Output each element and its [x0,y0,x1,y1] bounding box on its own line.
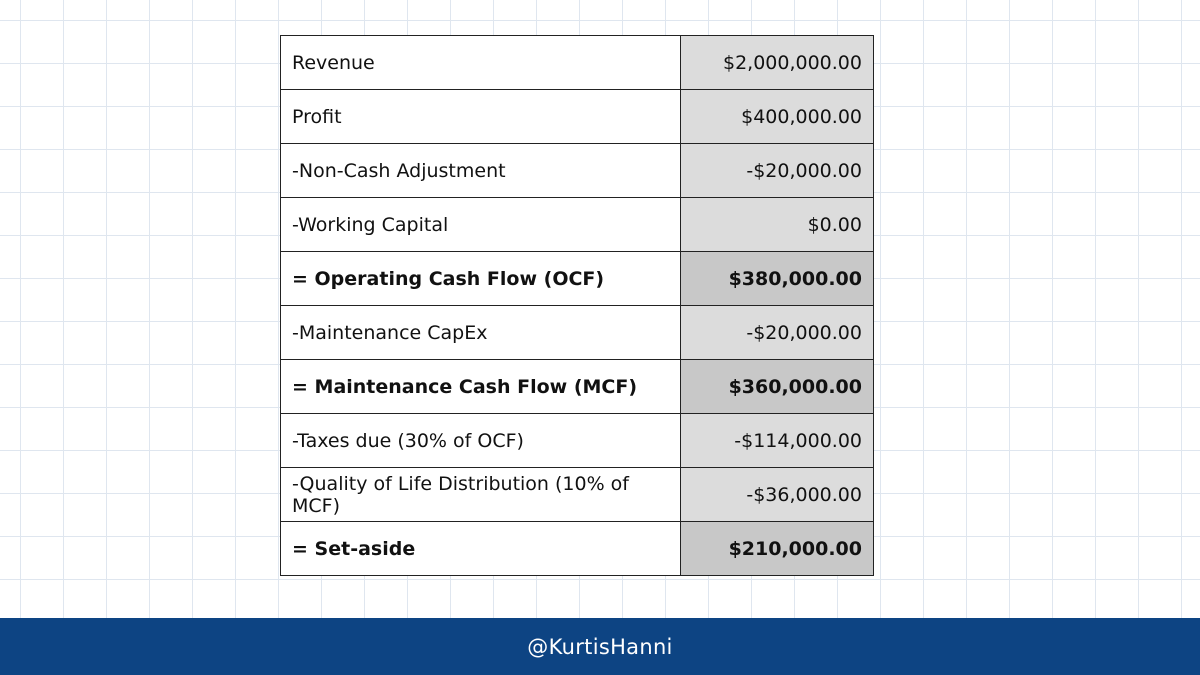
table-row-set-aside [281,522,874,576]
row-label: Profit [281,90,681,144]
footer-bar [0,618,1200,675]
table-row-quality-of-life-distribution [281,468,874,522]
cash-flow-table-body [281,36,874,576]
row-value: $0.00 [681,198,874,252]
author-handle: @KurtisHanni [527,634,673,659]
table-row-taxes-due [281,414,874,468]
row-value: $360,000.00 [681,360,874,414]
row-value: $210,000.00 [681,522,874,576]
row-label: = Set-aside [281,522,681,576]
row-value: -$20,000.00 [681,144,874,198]
row-label: Revenue [281,36,681,90]
row-label: -Non-Cash Adjustment [281,144,681,198]
row-value: -$114,000.00 [681,414,874,468]
row-label: = Operating Cash Flow (OCF) [281,252,681,306]
table-row-revenue [281,36,874,90]
row-value: $2,000,000.00 [681,36,874,90]
row-label: -Working Capital [281,198,681,252]
row-label: = Maintenance Cash Flow (MCF) [281,360,681,414]
row-label: -Maintenance CapEx [281,306,681,360]
table-row-profit [281,90,874,144]
row-value: $400,000.00 [681,90,874,144]
row-value: $380,000.00 [681,252,874,306]
row-value: -$36,000.00 [681,468,874,522]
table-row-non-cash-adjustment [281,144,874,198]
cash-flow-table [280,35,874,576]
row-label: -Taxes due (30% of OCF) [281,414,681,468]
row-value: -$20,000.00 [681,306,874,360]
table-row-working-capital [281,198,874,252]
table-row-operating-cash-flow [281,252,874,306]
table-row-maintenance-cash-flow [281,360,874,414]
row-label: -Quality of Life Distribution (10% of MCF) [281,468,681,522]
table-row-maintenance-capex [281,306,874,360]
